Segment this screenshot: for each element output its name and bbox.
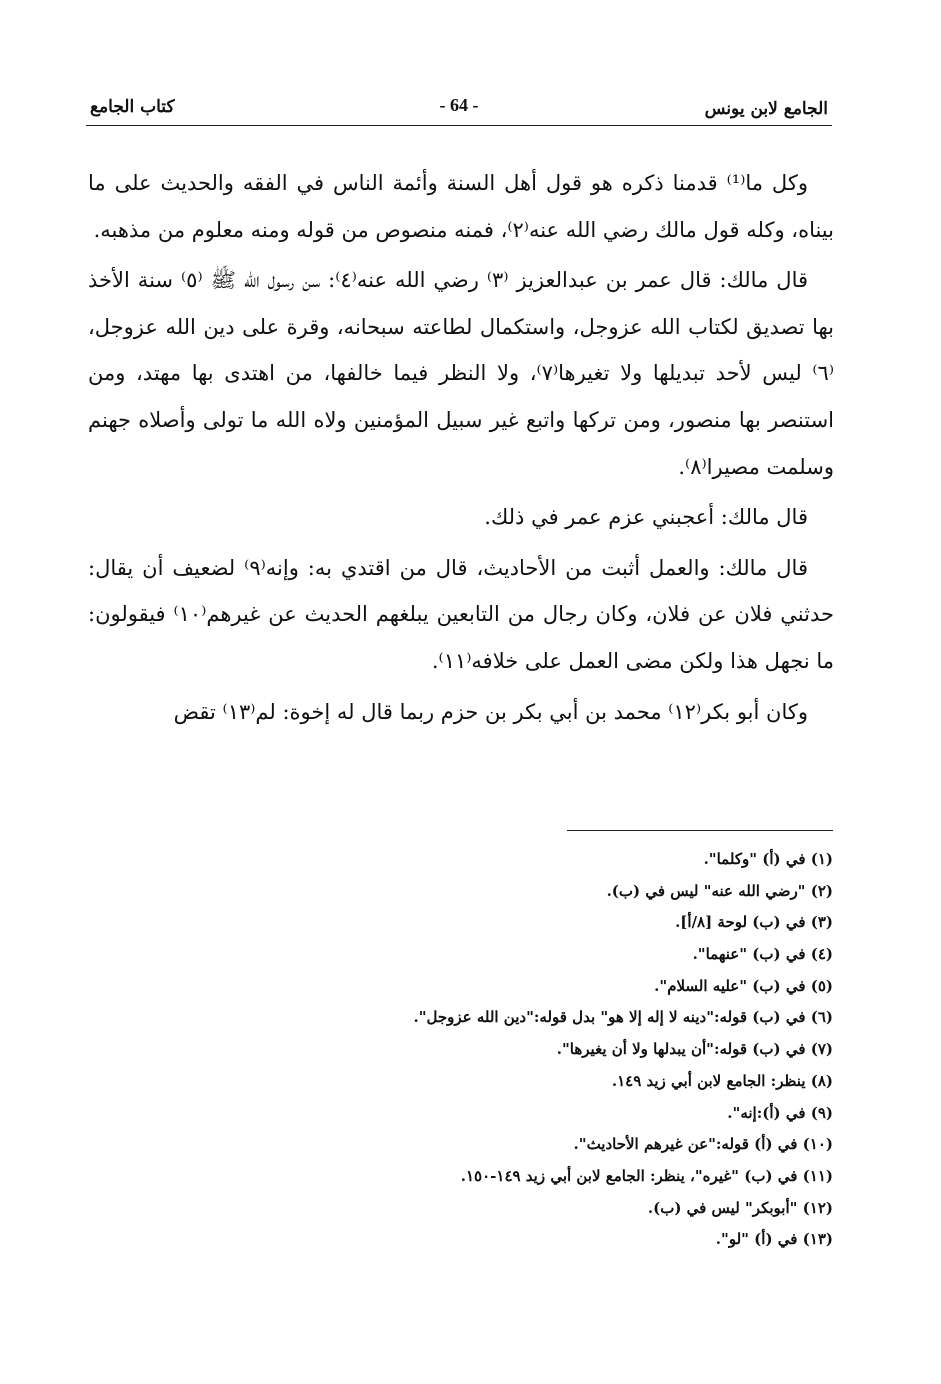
footnote: (٣) في (ب) لوحة [٨/أ]. [675, 913, 833, 932]
page-number: - 64 - [439, 95, 479, 115]
paragraph: قال مالك: والعمل أثبت من الأحاديث، قال من اقتدي به: وإنه⁽٩⁾ لضعيف أن يقال: حدثني فلان عن فلان، وكان رجال من التابعين يبلغهم الحديث عن غيرهم⁽١٠⁾ فيقولون: ما نجهل هذا ولكن مضى العمل على خلافه⁽١١⁾. [88, 555, 834, 673]
running-header [86, 95, 832, 126]
footnote: (٥) في (ب) "عليه السلام". [654, 976, 833, 995]
footnote: (٤) في (ب) "عنهما". [692, 945, 833, 964]
footnotes-list [233, 844, 833, 1256]
paragraph: وكل ما⁽¹⁾ قدمنا ذكره هو قول أهل السنة وأئمة الناس في الفقه والحديث على ما بيناه، وكله قول مالك رضي الله عنه⁽٢⁾، فمنه منصوص من قوله ومنه معلوم من مذهبه. [88, 171, 834, 242]
footnote: (٦) في (ب) قوله:"دينه لا إله إلا هو" بدل قوله:"دين الله عزوجل". [413, 1008, 833, 1027]
footnote: (٧) في (ب) قوله:"أن يبدلها ولا أن يغيرها". [556, 1040, 833, 1059]
footnote: (٨) ينظر: الجامع لابن أبي زيد ١٤٩. [611, 1071, 833, 1090]
header-chapter-title: كتاب الجامع [90, 97, 175, 117]
header-book-title: الجامع لابن يونس [704, 99, 828, 119]
main-text [88, 160, 834, 739]
footnote: (١١) في (ب) "غيره"، ينظر: الجامع لابن أبي زيد ١٤٩-١٥٠. [460, 1166, 833, 1185]
paragraph: وكان أبو بكر⁽١٢⁾ محمد بن أبي بكر بن حزم ربما قال له إخوة: لم⁽١٣⁾ تقض [173, 699, 808, 724]
footnote: (١٠) في (أ) قوله:"عن غيرهم الأحاديث". [573, 1135, 833, 1154]
paragraph: قال مالك: قال عمر بن عبدالعزيز ⁽٣⁾ رضي الله عنه⁽٤⁾: سن رسول الله ﷺ ⁽٥⁾ سنة الأخذ بها تصديق لكتاب الله عزوجل، واستكمال لطاعته سبحانه، وقرة على دين الله عزوجل،⁽٦⁾ ليس لأحد تبديلها ولا تغيرها⁽٧⁾، ولا النظر فيما خالفها، من اهتدى بها مهتد، ومن استنصر بها منصور، ومن تركها واتبع غير سبيل المؤمنين ولاه الله ما تولى وأصلاه جهنم وسلمت مصيرا⁽٨⁾. [88, 268, 834, 479]
footnote: (١٣) في (أ) "لو". [715, 1230, 833, 1249]
footnote: (٩) في (أ):إنه". [727, 1103, 833, 1122]
footnote: (١٢) "أبوبكر" ليس في (ب). [647, 1198, 833, 1217]
footnote: (٢) "رضي الله عنه" ليس في (ب). [606, 881, 833, 900]
footnote: (١) في (أ) "وكلما". [703, 850, 833, 868]
footnote-separator [567, 830, 833, 831]
paragraph: قال مالك: أعجبني عزم عمر في ذلك. [484, 505, 808, 530]
